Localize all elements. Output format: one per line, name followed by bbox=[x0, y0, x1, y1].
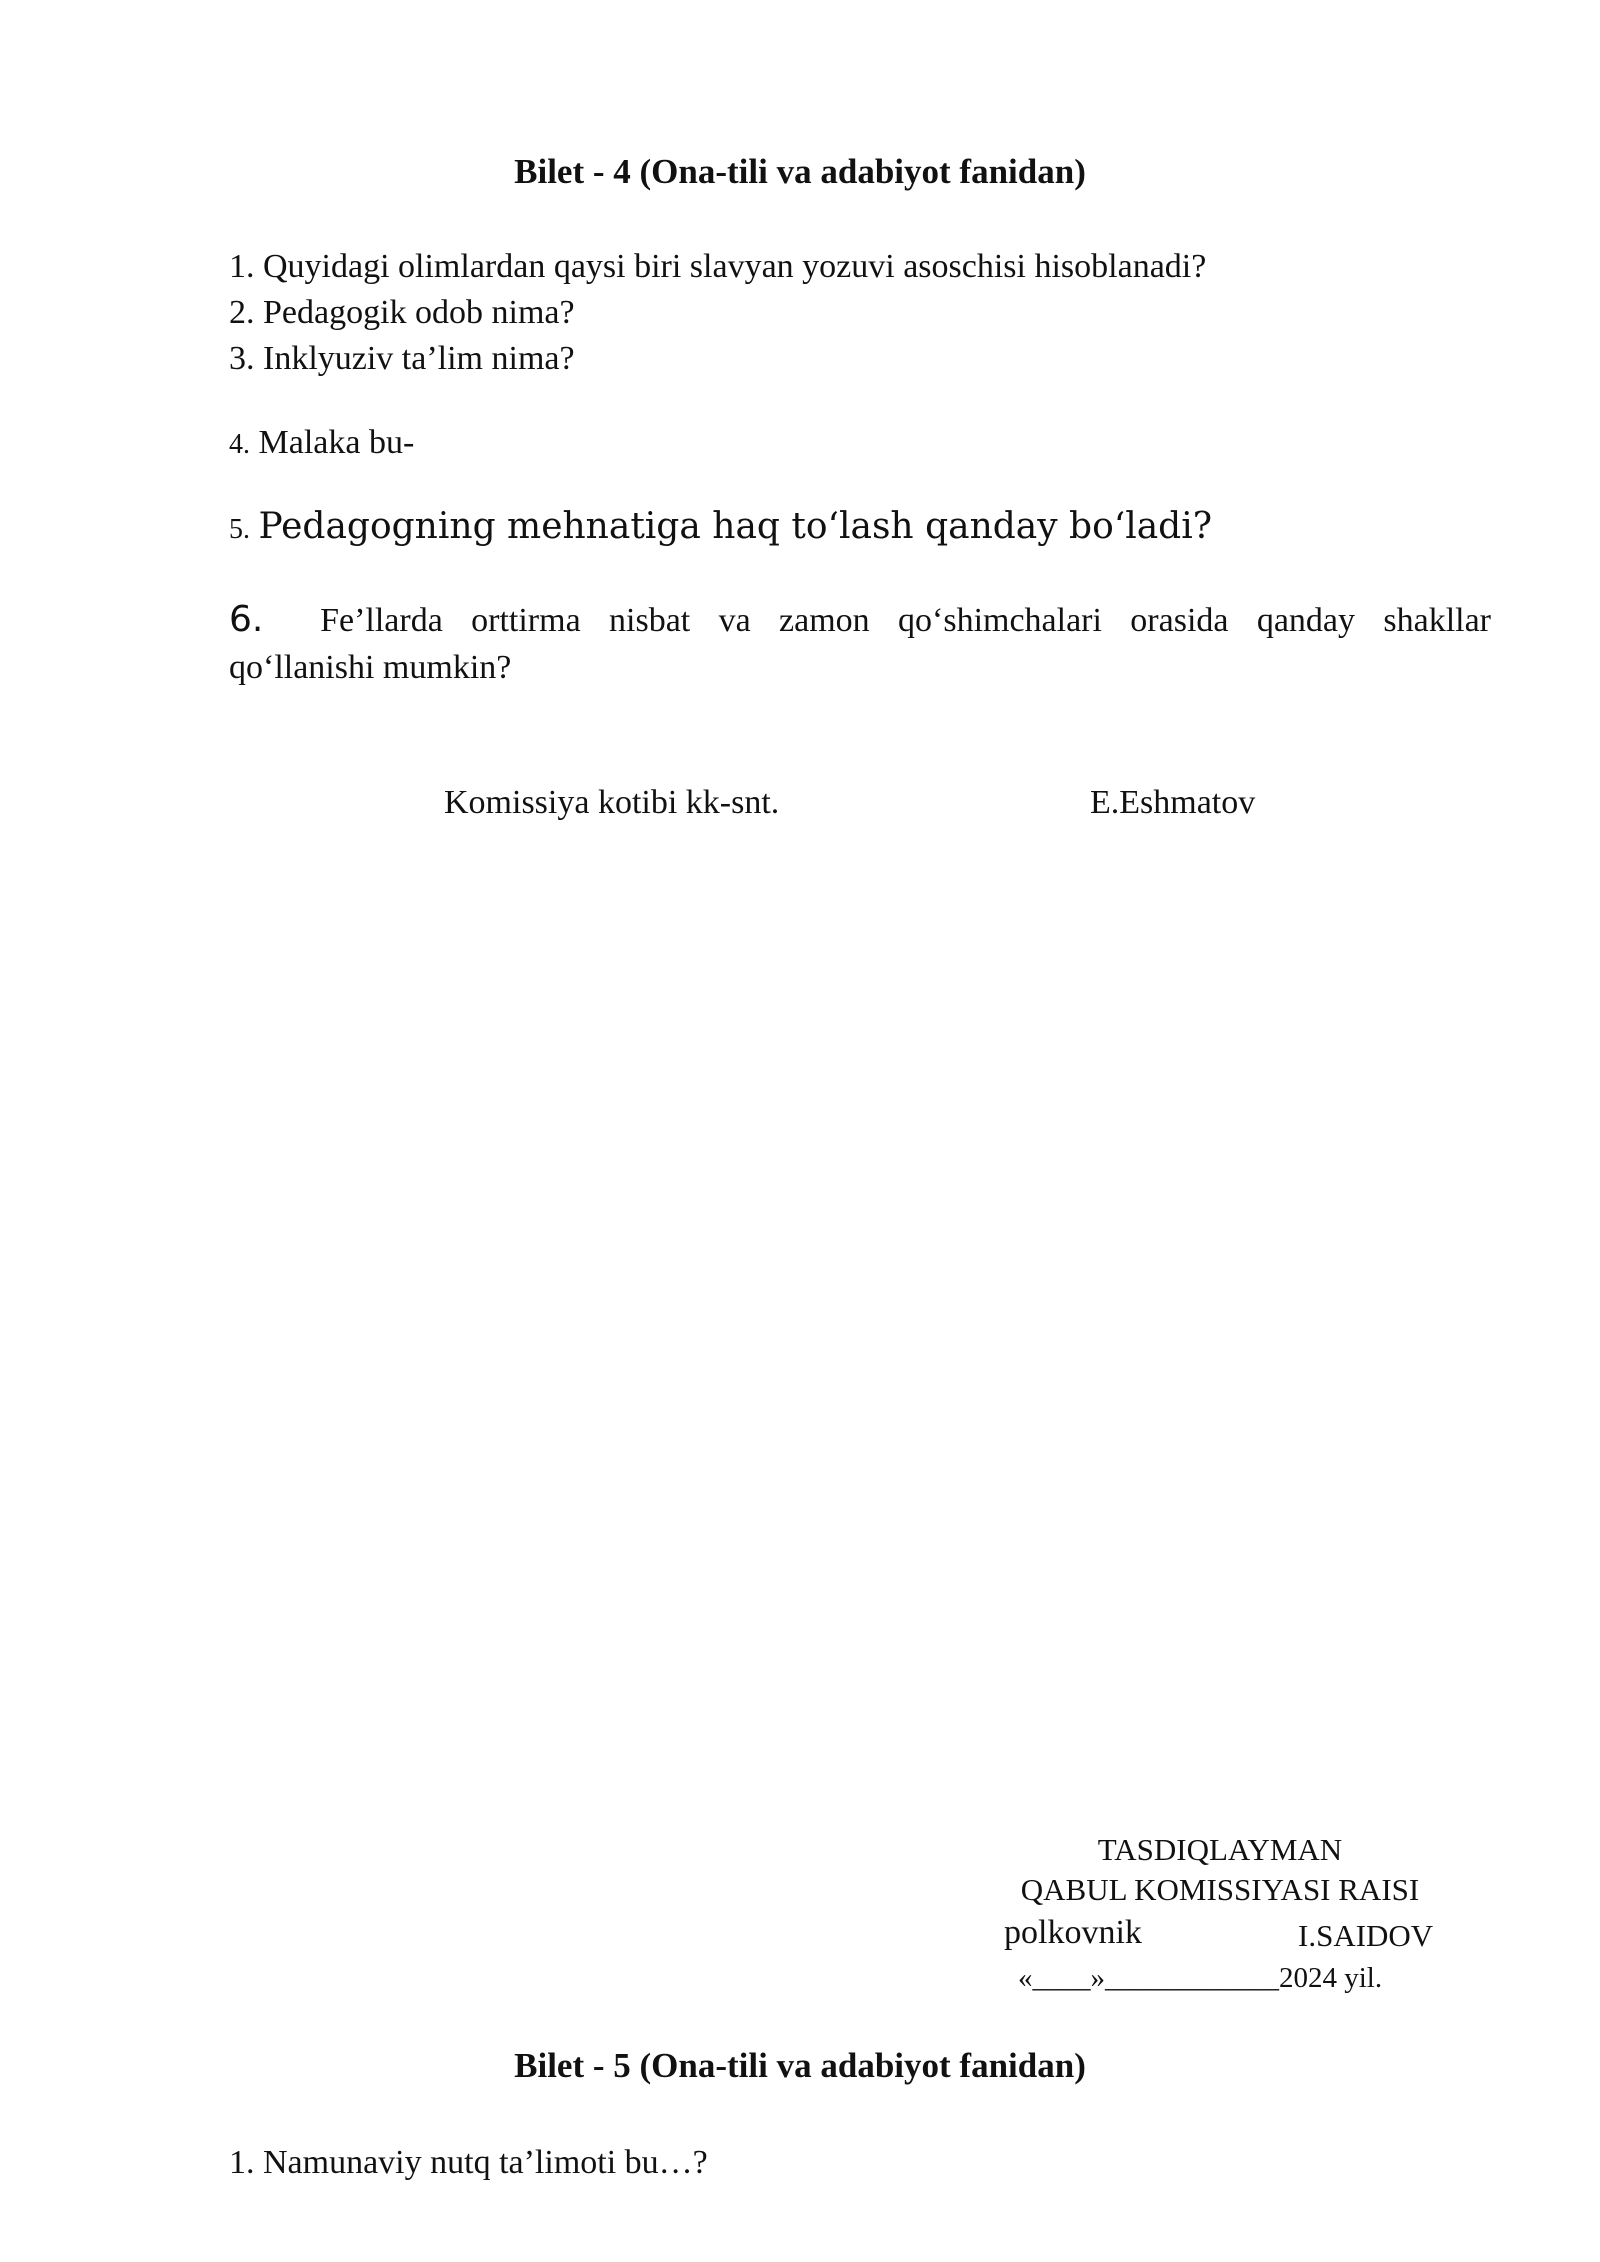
ticket-4-question-2: 2. Pedagogik odob nima? bbox=[229, 294, 575, 331]
ticket-5-question-1: 1. Namunaviy nutq ta’limoti bu…? bbox=[229, 2144, 708, 2181]
approval-commission: QABUL KOMISSIYASI RAISI bbox=[1020, 1872, 1420, 1907]
question-4-number: 4. bbox=[229, 429, 250, 460]
ticket-4-question-1: 1. Quyidagi olimlardan qaysi biri slavyan yozuvi asoschisi hisoblanadi? bbox=[229, 248, 1207, 285]
ticket-4-question-4 bbox=[229, 424, 414, 462]
question-5-text: Pedagogning mehnatiga haq toʻlash qanday boʻladi? bbox=[258, 506, 1213, 547]
approval-rank: polkovnik bbox=[1004, 1914, 1142, 1951]
question-6-line-1 bbox=[229, 596, 1491, 644]
secretary-name: E.Eshmatov bbox=[1090, 784, 1256, 821]
approval-date: «____»____________2024 yil. bbox=[1018, 1962, 1383, 1994]
question-6-line-2: qoʻllanishi mumkin? bbox=[229, 649, 512, 686]
ticket-4-question-5 bbox=[229, 506, 1212, 547]
ticket-5-title: Bilet - 5 (Ona-tili va adabiyot fanidan) bbox=[514, 2046, 1086, 2085]
question-5-number: 5. bbox=[229, 514, 250, 545]
secretary-role: Komissiya kotibi kk-snt. bbox=[444, 784, 780, 821]
ticket-4-question-6 bbox=[229, 596, 1491, 691]
question-4-text: Malaka bu- bbox=[258, 424, 415, 461]
ticket-4-question-3: 3. Inklyuziv ta’lim nima? bbox=[229, 340, 575, 377]
question-6-text-1: Fe’llarda orttirma nisbat va zamon qoʻshimchalari orasida qanday shakllar bbox=[320, 602, 1492, 639]
approval-name: I.SAIDOV bbox=[1298, 1918, 1434, 1953]
question-6-number: 6. bbox=[229, 599, 264, 640]
ticket-4-title: Bilet - 4 (Ona-tili va adabiyot fanidan) bbox=[514, 152, 1086, 191]
approval-heading: TASDIQLAYMAN bbox=[1097, 1832, 1343, 1867]
